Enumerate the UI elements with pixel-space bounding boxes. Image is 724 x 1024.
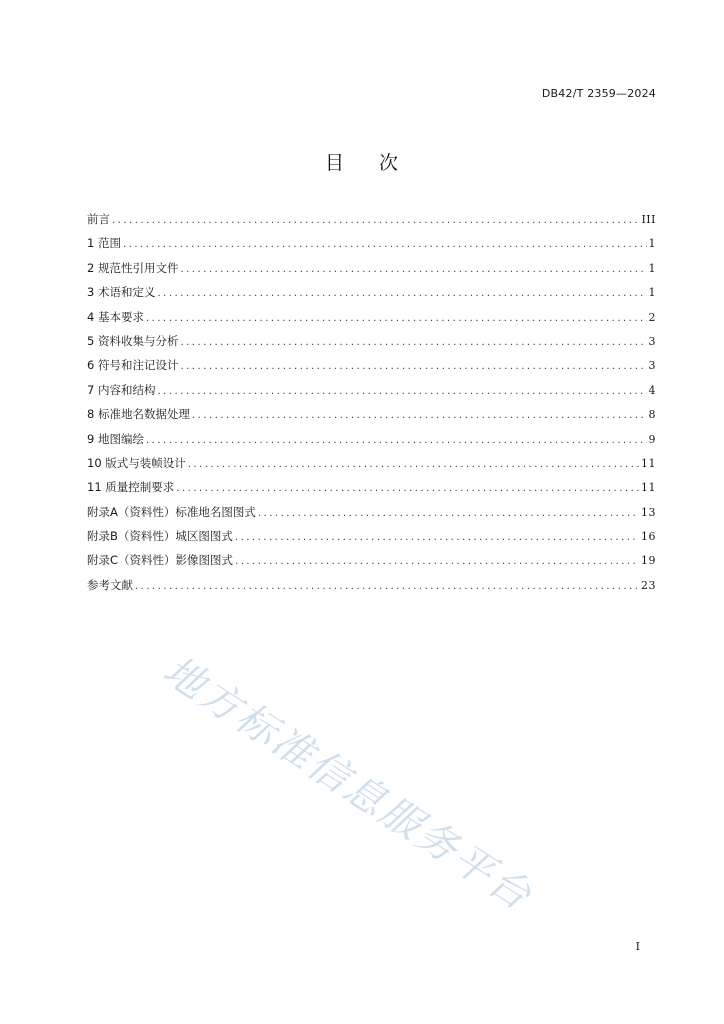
toc-dot-leader [180, 361, 646, 372]
toc-title-part1: 目 [324, 152, 345, 174]
toc-dot-leader [157, 288, 646, 299]
toc-entry-page: 11 [641, 456, 656, 470]
toc-entry-label: 前言 [87, 212, 110, 226]
toc-entry-page: 2 [648, 310, 656, 324]
toc-entry-page: 1 [648, 286, 656, 300]
toc-entry-page: 1 [648, 237, 656, 251]
toc-entry-label: 6 符号和注记设计 [87, 358, 179, 373]
toc-entry-label: 1 范围 [87, 236, 121, 251]
toc-entry-label: 4 基本要求 [87, 309, 144, 324]
toc-dot-leader [135, 581, 639, 592]
toc-entry-page: 9 [648, 432, 656, 446]
toc-entry-label: 11 质量控制要求 [87, 480, 175, 495]
toc-entry-label: 8 标准地名数据处理 [87, 407, 190, 422]
toc-title [0, 148, 724, 175]
toc-entry-appendix-c[interactable] [87, 552, 656, 576]
toc-entry-page: 4 [648, 383, 656, 397]
toc-entry-label: 附录A（资料性）标准地名图图式 [87, 504, 256, 519]
toc-entry-basic-requirements[interactable] [87, 309, 656, 333]
toc-entry-page: 19 [641, 554, 656, 568]
toc-entry-page: 3 [648, 334, 656, 348]
toc-entry-page: 3 [648, 359, 656, 373]
toc-entry-quality-control[interactable] [87, 479, 656, 503]
toc-dot-leader [258, 508, 639, 519]
toc-entry-data-collection[interactable] [87, 333, 656, 357]
toc-entry-layout-binding[interactable] [87, 455, 656, 479]
toc-entry-label: 10 版式与装帧设计 [87, 455, 186, 470]
toc-dot-leader [112, 215, 639, 226]
toc-entry-appendix-b[interactable] [87, 528, 656, 552]
toc-entry-symbol-design[interactable] [87, 357, 656, 381]
toc-entry-terms-definitions[interactable] [87, 284, 656, 308]
toc-dot-leader [188, 459, 639, 470]
toc-dot-leader [146, 313, 647, 324]
toc-entry-scope[interactable] [87, 235, 656, 259]
toc-entry-page: 8 [648, 408, 656, 422]
toc-entry-map-compilation[interactable] [87, 431, 656, 455]
toc-dot-leader [235, 532, 639, 543]
toc-entry-appendix-a[interactable] [87, 504, 656, 528]
toc-entry-label: 附录B（资料性）城区图图式 [87, 529, 233, 544]
toc-dot-leader [180, 337, 646, 348]
toc-entry-label: 9 地图编绘 [87, 431, 144, 446]
toc-dot-leader [180, 264, 646, 275]
toc-dot-leader [146, 435, 647, 446]
toc-entry-page: 23 [641, 578, 656, 592]
toc-entry-page: 13 [641, 505, 656, 519]
toc-entry-page: 11 [641, 481, 656, 495]
toc-title-part2: 次 [379, 152, 400, 174]
toc-dot-leader [176, 483, 639, 494]
toc-list [87, 211, 656, 601]
toc-entry-page: 1 [648, 261, 656, 275]
toc-entry-label: 附录C（资料性）影像图图式 [87, 553, 234, 568]
toc-entry-label: 参考文献 [87, 577, 133, 592]
toc-dot-leader [123, 239, 647, 250]
toc-entry-place-name-data[interactable] [87, 406, 656, 430]
toc-entry-page: III [641, 213, 656, 226]
document-code: DB42/T 2359—2024 [541, 87, 656, 100]
toc-entry-label: 5 资料收集与分析 [87, 333, 179, 348]
toc-entry-label: 3 术语和定义 [87, 285, 156, 300]
toc-entry-bibliography[interactable] [87, 577, 656, 601]
page-number: I [635, 940, 640, 953]
toc-entry-foreword[interactable] [87, 211, 656, 235]
toc-dot-leader [157, 386, 646, 397]
watermark: 地方标准信息服务平台 [155, 647, 541, 921]
toc-dot-leader [192, 410, 647, 421]
toc-dot-leader [235, 556, 639, 567]
toc-entry-content-structure[interactable] [87, 382, 656, 406]
toc-entry-label: 7 内容和结构 [87, 382, 156, 397]
toc-entry-page: 16 [641, 530, 656, 544]
toc-entry-normative-references[interactable] [87, 260, 656, 284]
toc-entry-label: 2 规范性引用文件 [87, 260, 179, 275]
